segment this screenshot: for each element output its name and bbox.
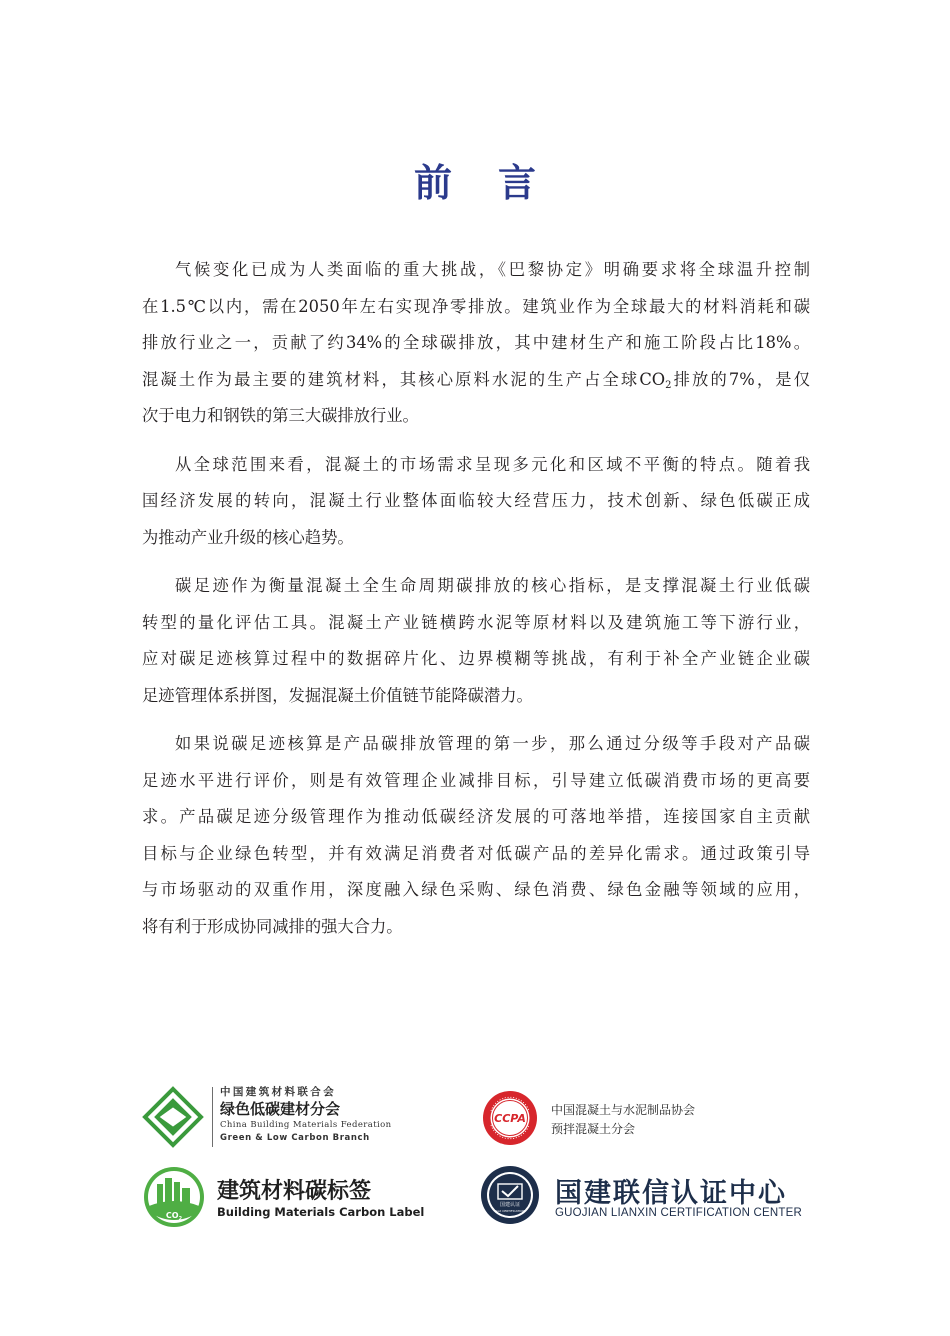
paragraph-line: 如果说碳足迹核算是产品碳排放管理的第一步，那么通过分级等手段对产品碳 bbox=[175, 734, 810, 753]
ccpa-branch: 预拌混凝土分会 bbox=[551, 1122, 636, 1136]
paragraph-line: 次于电力和钢铁的第三大碳排放行业。 bbox=[142, 406, 419, 425]
carbon-label-co2-sub: 2 bbox=[178, 1216, 183, 1222]
paragraph-line: 为推动产业升级的核心趋势。 bbox=[142, 527, 354, 547]
paragraph bbox=[142, 447, 810, 557]
paragraph-line: 求。产品碳足迹分级管理作为推动低碳经济发展的可落地举措，连接国家自主贡献 bbox=[142, 807, 810, 826]
carbon-label-title: 建筑材料碳标签 bbox=[217, 1179, 372, 1204]
paragraph-line: 与市场驱动的双重作用，深度融入绿色采购、绿色消费、绿色金融等领域的应用， bbox=[142, 880, 810, 899]
ccpa-logo bbox=[481, 1089, 741, 1147]
carbon-label-subtitle: Building Materials Carbon Label bbox=[217, 1205, 425, 1219]
federation-name-cn: 中国建筑材料联合会 bbox=[220, 1086, 337, 1098]
carbon-label-co2: CO bbox=[165, 1211, 179, 1220]
federation-logo bbox=[141, 1083, 392, 1151]
paragraph-line bbox=[142, 362, 810, 399]
paragraph-line: 将有利于形成协同减排的强大合力。 bbox=[142, 916, 403, 936]
page-title: 前言 bbox=[413, 161, 582, 205]
federation-branch-en: Green & Low Carbon Branch bbox=[220, 1133, 370, 1143]
certification-logo bbox=[480, 1165, 820, 1227]
gjlx-seal-icon bbox=[480, 1165, 540, 1225]
ccpa-seal-text: CCPA bbox=[494, 1112, 526, 1125]
federation-name-en: China Building Materials Federation bbox=[220, 1120, 392, 1130]
paragraph-line: 足迹水平进行评价，则是有效管理企业减排目标，引导建立低碳消费市场的更高要 bbox=[142, 770, 810, 790]
federation-branch-cn: 绿色低碳建材分会 bbox=[220, 1100, 341, 1118]
paragraph-line: 从全球范围来看，混凝土的市场需求呈现多元化和区域不平衡的特点。随着我 bbox=[175, 454, 810, 474]
paragraph-line: 在1.5℃以内，需在2050年左右实现净零排放。建筑业作为全球最大的材料消耗和碳 bbox=[142, 296, 810, 316]
ccpa-seal-icon bbox=[481, 1089, 539, 1147]
paragraph-line: 国经济发展的转向，混凝土行业整体面临较大经营压力，技术创新、绿色低碳正成 bbox=[142, 491, 810, 510]
subscript: 2 bbox=[665, 379, 672, 391]
preface-body bbox=[142, 252, 810, 957]
paragraph-line: 转型的量化评估工具。混凝土产业链横跨水泥等原材料以及建筑施工等下游行业， bbox=[142, 612, 810, 632]
green-diamond-logo-icon bbox=[141, 1085, 205, 1149]
paragraph-line: 碳足迹作为衡量混凝土全生命周期碳排放的核心指标，是支撑混凝土行业低碳 bbox=[175, 576, 810, 595]
paragraph-line: 应对碳足迹核算过程中的数据碎片化、边界模糊等挑战，有利于补全产业链企业碳 bbox=[142, 649, 810, 668]
line-text: 排放的7%，是仅 bbox=[671, 369, 810, 389]
paragraph bbox=[142, 568, 810, 714]
ccpa-name: 中国混凝土与水泥制品协会 bbox=[551, 1103, 696, 1117]
line-text: 混凝土作为最主要的建筑材料，其核心原料水泥的生产占全球CO bbox=[142, 369, 666, 389]
paragraph bbox=[142, 252, 810, 435]
cert-seal-cn: 国建认证 bbox=[499, 1202, 521, 1208]
paragraph-line: 目标与企业绿色转型，并有效满足消费者对低碳产品的差异化需求。通过政策引导 bbox=[142, 843, 810, 863]
paragraph bbox=[142, 726, 810, 945]
paragraph-line: 足迹管理体系拼图，发掘混凝土价值链节能降碳潜力。 bbox=[142, 685, 533, 705]
carbon-label-logo bbox=[143, 1166, 425, 1232]
certification-name-cn: 国建联信认证中心 bbox=[555, 1178, 787, 1209]
paragraph-line: 排放行业之一，贡献了约34%的全球碳排放，其中建材生产和施工阶段占比18%。 bbox=[142, 333, 810, 352]
certification-name-en: GUOJIAN LIANXIN CERTIFICATION CENTER bbox=[555, 1207, 803, 1219]
logo-divider bbox=[212, 1087, 213, 1147]
cert-seal-en: GLX CERTIFICATION bbox=[495, 1209, 525, 1213]
paragraph-line: 气候变化已成为人类面临的重大挑战，《巴黎协定》明确要求将全球温升控制 bbox=[175, 260, 810, 279]
carbon-label-icon bbox=[143, 1166, 205, 1228]
